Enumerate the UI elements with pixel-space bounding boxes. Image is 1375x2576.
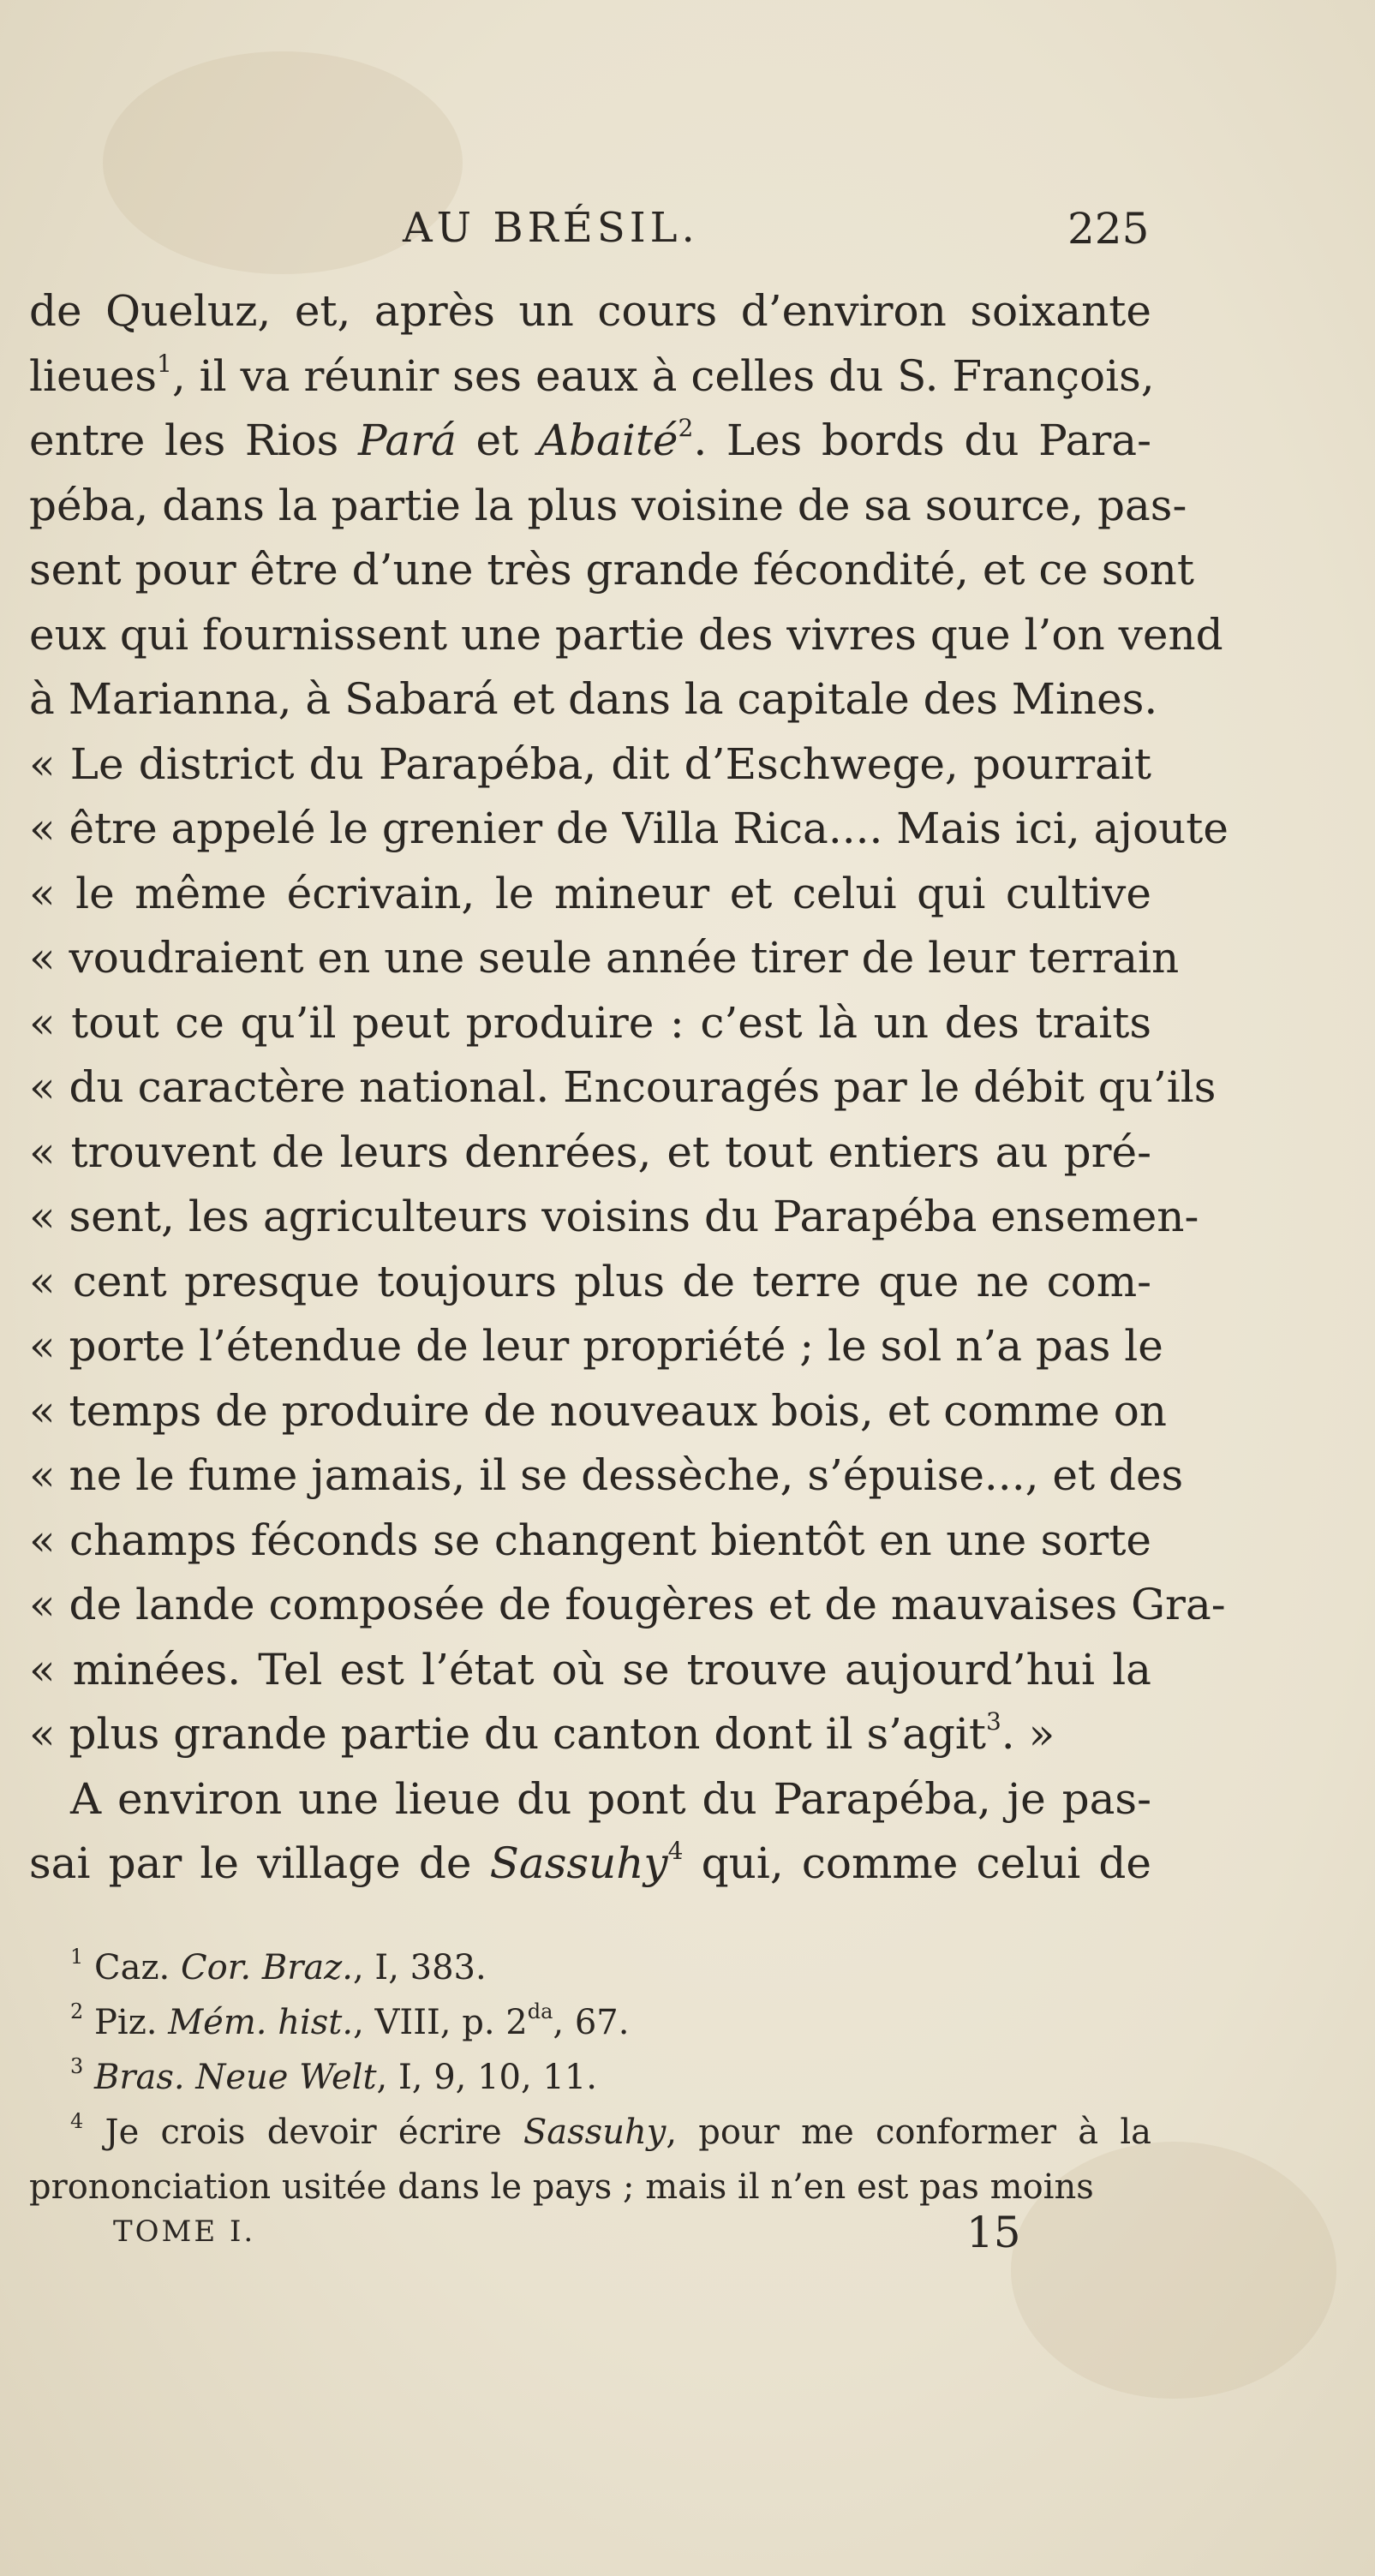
footnote-continuation: prononciation usitée dans le pays ; mais il n’en est pas moins	[29, 2167, 1094, 2207]
footnote-ref: 1	[157, 349, 172, 378]
text-line: « temps de produire de nouveaux bois, et comme on	[29, 1385, 1168, 1436]
text-line: « être appelé le grenier de Villa Rica.... Mais ici, ajoute	[29, 804, 1229, 853]
page-header	[0, 204, 1375, 272]
footnotes	[29, 1940, 1151, 2214]
main-text	[29, 279, 1229, 1897]
footnote: $^1$ Caz. Cor. Braz., I, 383.	[70, 1945, 487, 1987]
page-footer	[0, 2208, 1375, 2274]
text-line: « ne le fume jamais, il se dessèche, s’épuise..., et des	[29, 1450, 1184, 1500]
footnote: $^2$ Piz. Mém. hist., VIII, p. $2^{da}$, 67.	[70, 1999, 630, 2042]
footnote-ref: 3	[985, 1707, 1001, 1736]
footnote: $^3$ Bras. Neue Welt, I, 9, 10, 11.	[70, 2054, 598, 2097]
signature-mark: TOME I.	[113, 2214, 256, 2249]
footnote: $^4$ Je crois devoir écrire Sassuhy, pour me conformer à la	[70, 2109, 1151, 2152]
text-line: entre les Rios Pará et Abaité$^2$. Les bords du Para-	[29, 414, 1151, 465]
running-title: AU BRÉSIL.	[403, 204, 699, 252]
text-line: lieues$^1$, il va réunir ses eaux à celles du S. François,	[29, 349, 1155, 401]
text-line: « plus grande partie du canton dont il s’agit$^3$. »	[29, 1707, 1055, 1759]
paragraph-start-line: A environ une lieue du pont du Parapéba, je pas-	[70, 1773, 1151, 1824]
text-line: « du caractère national. Encouragés par le débit qu’ils	[29, 1062, 1217, 1112]
text-line: de Queluz, et, après un cours d’environ soixante	[29, 286, 1151, 336]
text-line: « de lande composée de fougères et de mauvaises Gra-	[29, 1580, 1226, 1629]
page-number: 225	[1067, 204, 1150, 254]
footnote-ref: 2	[678, 414, 694, 442]
text-line: « minées. Tel est l’état où se trouve aujourd’hui la	[29, 1644, 1151, 1694]
text-line: « sent, les agriculteurs voisins du Parapéba ensemen-	[29, 1192, 1199, 1241]
text-line: « Le district du Parapéba, dit d’Eschwege, pourrait	[29, 738, 1151, 789]
text-line: « porte l’étendue de leur propriété ; le sol n’a pas le	[29, 1321, 1163, 1371]
text-line: « champs féconds se changent bientôt en une sorte	[29, 1515, 1151, 1565]
text-line: « voudraient en une seule année tirer de leur terrain	[29, 933, 1180, 983]
text-line: « le même écrivain, le mineur et celui qui cultive	[29, 868, 1151, 918]
text-line: « trouvent de leurs denrées, et tout entiers au pré-	[29, 1127, 1151, 1177]
text-line: sent pour être d’une très grande fécondité, et ce sont	[29, 545, 1194, 595]
signature-number: 15	[966, 2208, 1021, 2257]
text-line: eux qui fournissent une partie des vivres que l’on vend	[29, 609, 1223, 660]
text-line: péba, dans la partie la plus voisine de sa source, pas-	[29, 480, 1187, 530]
footnote-ref: 4	[667, 1837, 684, 1865]
text-line: « cent presque toujours plus de terre que ne com-	[29, 1256, 1151, 1306]
text-line: « tout ce qu’il peut produire : c’est là un des traits	[29, 997, 1151, 1048]
text-line: sai par le village de Sassuhy$^4$ qui, comme celui de	[29, 1837, 1151, 1888]
text-line: à Marianna, à Sabará et dans la capitale des Mines.	[29, 674, 1158, 724]
